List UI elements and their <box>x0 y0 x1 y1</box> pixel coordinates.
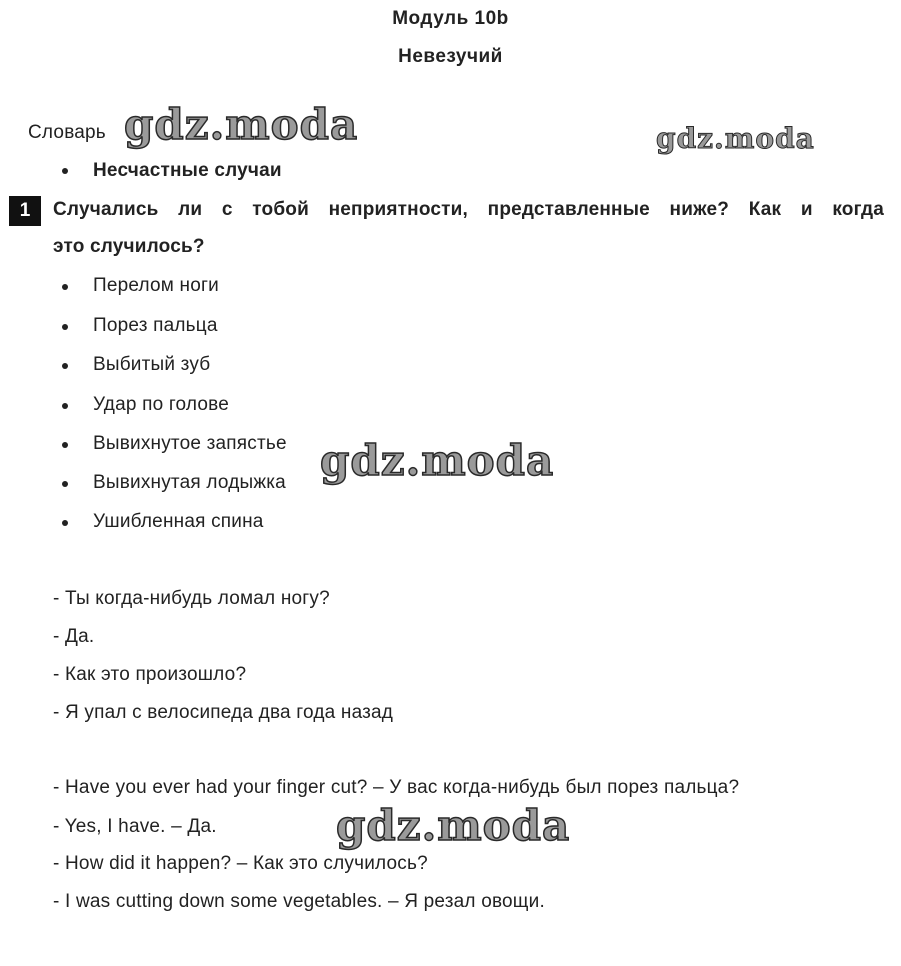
task-question-line2: это случилось? <box>53 236 205 257</box>
bullet <box>62 442 68 448</box>
list-item: Перелом ноги <box>93 275 219 296</box>
list-item: Выбитый зуб <box>93 354 211 375</box>
bullet <box>62 403 68 409</box>
watermark-logo: gdz.moda <box>124 100 359 149</box>
bullet <box>62 520 68 526</box>
bullet <box>62 363 68 369</box>
list-item: Ушибленная спина <box>93 511 264 532</box>
watermark-logo: gdz.moda <box>320 436 555 485</box>
list-item: Вывихнутое запястье <box>93 433 287 454</box>
dialog-line: - I was cutting down some vegetables. – Я резал овощи. <box>53 891 545 912</box>
task-question-line1: Случались ли с тобой неприятности, представленные ниже? Как и когда <box>53 199 884 220</box>
list-item: Порез пальца <box>93 315 218 336</box>
bullet <box>62 481 68 487</box>
list-item: Удар по голове <box>93 394 229 415</box>
task-number: 1 <box>9 196 41 226</box>
dialog-line: - Have you ever had your finger cut? – У вас когда-нибудь был порез пальца? <box>53 777 740 798</box>
dialog-line: - Я упал с велосипеда два года назад <box>53 702 394 723</box>
watermark-logo: gdz.moda <box>656 122 815 155</box>
lesson-title: Невезучий <box>398 46 503 67</box>
dialog-line: - Как это произошло? <box>53 664 247 685</box>
dialog-line: - Yes, I have. – Да. <box>53 816 217 837</box>
module-title: Модуль 10b <box>392 8 509 29</box>
bullet <box>62 284 68 290</box>
list-item: Вывихнутая лодыжка <box>93 472 286 493</box>
vocabulary-label: Словарь <box>28 122 106 143</box>
bullet <box>62 168 68 174</box>
dialog-line: - Да. <box>53 626 95 647</box>
vocabulary-item: Несчастные случаи <box>93 160 282 181</box>
dialog-line: - How did it happen? – Как это случилось? <box>53 853 428 874</box>
watermark-logo: gdz.moda <box>336 801 571 850</box>
bullet <box>62 324 68 330</box>
dialog-line: - Ты когда-нибудь ломал ногу? <box>53 588 330 609</box>
